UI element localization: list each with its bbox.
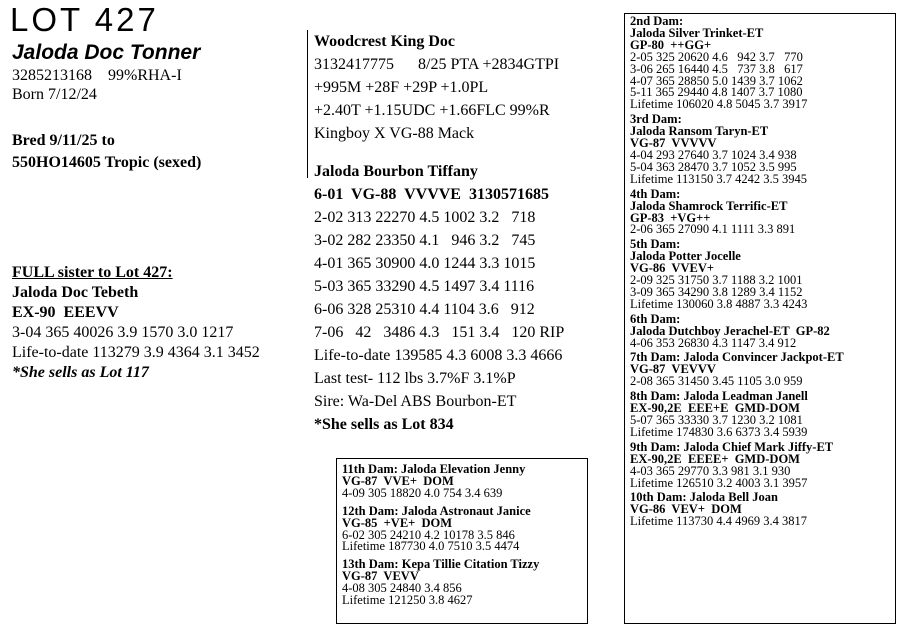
dam-9-title: 9th Dam: Jaloda Chief Mark Jiffy-ET bbox=[630, 439, 834, 454]
dam-9-score: EX-90,2E EEEE+ GMD-DOM bbox=[630, 451, 800, 466]
dam-5-record: 3-09 365 34290 3.8 1289 3.4 1152 bbox=[630, 284, 803, 299]
dam-5-lifetime: Lifetime 130060 3.8 4887 3.3 4243 bbox=[630, 296, 808, 311]
dam-5-record: 2-09 325 31750 3.7 1188 3.2 1001 bbox=[630, 273, 803, 288]
breeding-block bbox=[12, 130, 201, 174]
dam-8-lifetime: Lifetime 174830 3.6 6373 3.4 5939 bbox=[630, 424, 808, 439]
dam-2-record: 2-05 325 20620 4.6 942 3.7 770 bbox=[630, 49, 803, 64]
full-sister-record: 3-04 365 40026 3.9 1570 3.0 1217 bbox=[12, 324, 234, 341]
dam-2-record: 3-06 265 16440 4.5 737 3.8 617 bbox=[630, 61, 803, 76]
dam-13-title: 13th Dam: Kepa Tillie Citation Tizzy bbox=[342, 557, 540, 572]
dam-sire: Sire: Wa-Del ABS Bourbon-ET bbox=[314, 393, 517, 410]
dam-3-record: 4-04 293 27640 3.7 1024 3.4 938 bbox=[630, 147, 797, 162]
dam-7-score: VG-87 VEVVV bbox=[630, 362, 716, 377]
full-sister-lifetime: Life-to-date 113279 3.9 4364 3.1 3452 bbox=[12, 344, 260, 361]
dam-4-title: 4th Dam: bbox=[630, 186, 681, 201]
sire-block bbox=[314, 30, 559, 145]
dam-2-score: GP-80 ++GG+ bbox=[630, 37, 712, 52]
bred-sire: 550HO14605 Tropic (sexed) bbox=[12, 154, 202, 171]
dam-12-lifetime: Lifetime 187730 4.0 7510 3.5 4474 bbox=[342, 539, 520, 554]
dam-2-title: 2nd Dam: bbox=[630, 14, 684, 28]
sire-divider bbox=[307, 30, 308, 178]
dam-record: 7-06 42 3486 4.3 151 3.4 120 RIP bbox=[314, 324, 565, 341]
sire-line: +995M +28F +29P +1.0PL bbox=[314, 79, 489, 96]
dam-sells: *She sells as Lot 834 bbox=[314, 416, 454, 433]
dam-10-title: 10th Dam: Jaloda Bell Joan bbox=[630, 490, 778, 505]
dam-9-lifetime: Lifetime 126510 3.2 4003 3.1 3957 bbox=[630, 475, 808, 490]
dam-10-lifetime: Lifetime 113730 4.4 4969 3.4 3817 bbox=[630, 514, 807, 529]
dam-block bbox=[314, 160, 564, 436]
full-sister-score: EX-90 EEEVV bbox=[12, 304, 119, 321]
dam-record: 2-02 313 22270 4.5 1002 3.2 718 bbox=[314, 209, 536, 226]
lot-title: LOT 427 bbox=[10, 1, 159, 38]
animal-born-date: Born 7/12/24 bbox=[12, 86, 97, 103]
dam-2-record: 5-11 365 29440 4.8 1407 3.7 1080 bbox=[630, 85, 803, 100]
full-sister-name: Jaloda Doc Tebeth bbox=[12, 284, 139, 301]
dam-3-title: 3rd Dam: bbox=[630, 112, 682, 127]
dam-3-name: Jaloda Ransom Taryn-ET bbox=[630, 124, 769, 139]
dam-4-score: GP-83 +VG++ bbox=[630, 210, 711, 225]
dam-5-title: 5th Dam: bbox=[630, 237, 681, 252]
dam-3-record: 5-04 363 28470 3.7 1052 3.5 995 bbox=[630, 159, 797, 174]
full-sister-sells: *She sells as Lot 117 bbox=[12, 364, 149, 381]
dam-8-score: EX-90,2E EEE+E GMD-DOM bbox=[630, 401, 800, 416]
full-sister-block bbox=[12, 263, 260, 383]
dam-12-title: 12th Dam: Jaloda Astronaut Janice bbox=[342, 503, 531, 518]
dam-7-title: 7th Dam: Jaloda Convincer Jackpot-ET bbox=[630, 350, 844, 365]
dam-12-record: 6-02 305 24210 4.2 10178 3.5 846 bbox=[342, 527, 515, 542]
dam-13-lifetime: Lifetime 121250 3.8 4627 bbox=[342, 593, 473, 608]
dam-6-title: 6th Dam: bbox=[630, 311, 681, 326]
bred-date: Bred 9/11/25 to bbox=[12, 132, 115, 149]
dam-record: 3-02 282 23350 4.1 946 3.2 745 bbox=[314, 232, 536, 249]
animal-block bbox=[12, 40, 200, 104]
animal-name: Jaloda Doc Tonner bbox=[12, 41, 201, 64]
dam-10-score: VG-86 VEV+ DOM bbox=[630, 502, 742, 517]
dam-11-record: 4-09 305 18820 4.0 754 3.4 639 bbox=[342, 485, 503, 500]
dam-4-record: 2-06 365 27090 4.1 1111 3.3 891 bbox=[630, 222, 796, 237]
dam-8-title: 8th Dam: Jaloda Leadman Janell bbox=[630, 389, 808, 404]
dam-2-name: Jaloda Silver Trinket-ET bbox=[630, 25, 764, 40]
dam-classification: 6-01 VG-88 VVVVE 3130571685 bbox=[314, 186, 549, 203]
sire-line: 3132417775 8/25 PTA +2834GTPI bbox=[314, 56, 560, 73]
dam-13-record: 4-08 305 24840 3.4 856 bbox=[342, 581, 462, 596]
dam-2-lifetime: Lifetime 106020 4.8 5045 3.7 3917 bbox=[630, 97, 808, 112]
dam-2-record: 4-07 365 28850 5.0 1439 3.7 1062 bbox=[630, 73, 803, 88]
dam-11-score: VG-87 VVE+ DOM bbox=[342, 473, 454, 488]
dam-last-test: Last test- 112 lbs 3.7%F 3.1%P bbox=[314, 370, 516, 387]
dam-5-score: VG-86 VVEV+ bbox=[630, 261, 714, 276]
dam-3-lifetime: Lifetime 113150 3.7 4242 3.5 3945 bbox=[630, 171, 807, 186]
dam-6-record: 4-06 353 26830 4.3 1147 3.4 912 bbox=[630, 335, 797, 350]
dam-lifetime: Life-to-date 139585 4.3 6008 3.3 4666 bbox=[314, 347, 563, 364]
dam-7-record: 2-08 365 31450 3.45 1105 3.0 959 bbox=[630, 374, 803, 389]
sire-line: +2.40T +1.15UDC +1.66FLC 99%R bbox=[314, 102, 550, 119]
sire-line: Kingboy X VG-88 Mack bbox=[314, 125, 475, 142]
dam-record: 4-01 365 30900 4.0 1244 3.3 1015 bbox=[314, 255, 536, 272]
dam-record: 5-03 365 33290 4.5 1497 3.4 1116 bbox=[314, 278, 535, 295]
dam-4-name: Jaloda Shamrock Terrific-ET bbox=[630, 198, 788, 213]
dam-13-score: VG-87 VEVV bbox=[342, 569, 419, 584]
dam-9-record: 4-03 365 29770 3.3 981 3.1 930 bbox=[630, 463, 791, 478]
lower-pedigree-list bbox=[342, 464, 539, 607]
dam-5-name: Jaloda Potter Jocelle bbox=[630, 249, 741, 264]
sire-name: Woodcrest King Doc bbox=[314, 33, 456, 50]
dam-record: 6-06 328 25310 4.4 1104 3.6 912 bbox=[314, 301, 535, 318]
dam-12-score: VG-85 +VE+ DOM bbox=[342, 515, 453, 530]
pedigree-list bbox=[630, 16, 844, 528]
animal-registration: 3285213168 99%RHA-I bbox=[12, 67, 182, 84]
dam-8-record: 5-07 365 33330 3.7 1230 3.2 1081 bbox=[630, 413, 803, 427]
dam-6-name: Jaloda Dutchboy Jerachel-ET GP-82 bbox=[630, 323, 830, 338]
dam-3-score: VG-87 VVVVV bbox=[630, 136, 717, 151]
full-sister-heading: FULL sister to Lot 427: bbox=[12, 264, 173, 281]
dam-name: Jaloda Bourbon Tiffany bbox=[314, 163, 478, 180]
dam-11-title: 11th Dam: Jaloda Elevation Jenny bbox=[342, 462, 526, 476]
